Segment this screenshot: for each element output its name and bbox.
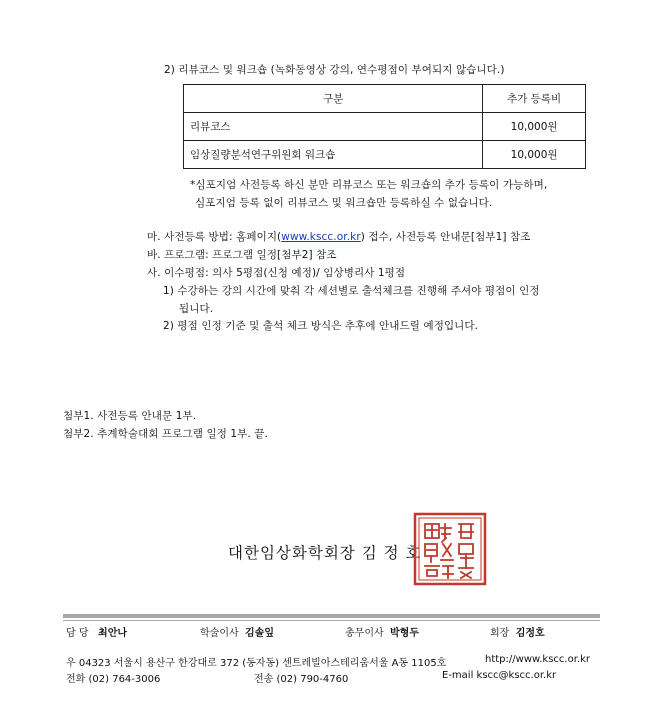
staff-name: 김솔잎 bbox=[245, 628, 274, 639]
item-sa: 사. 이수평점: 의사 5평점(신청 예정)/ 임상병리사 1평점 bbox=[147, 267, 406, 279]
table-cell-name: 리뷰코스 bbox=[184, 113, 483, 141]
staff-contact bbox=[66, 624, 127, 639]
staff-president bbox=[490, 624, 545, 639]
footer-website[interactable]: http://www.kscc.or.kr bbox=[485, 654, 590, 665]
item-sa-sub1-line1: 1) 수강하는 강의 시간에 맞춰 각 세션별로 출석체크를 진행해 주셔야 평점이 인정 bbox=[163, 285, 540, 297]
official-seal-icon bbox=[413, 512, 487, 586]
staff-name: 김정호 bbox=[515, 628, 545, 639]
table-header-cell: 구분 bbox=[184, 85, 483, 113]
staff-role: 학술이사 bbox=[200, 628, 239, 639]
table-row bbox=[184, 113, 586, 141]
footer-address: 우 04323 서울시 용산구 한강대로 372 (동자동) 센트레빌아스테리움서울 A동 1105호 bbox=[66, 658, 447, 669]
review-note-line2: 심포지엄 등록 없이 리뷰코스 및 워크숍만 등록하실 수 없습니다. bbox=[195, 197, 493, 209]
footer-divider-thin bbox=[63, 620, 600, 621]
footer-divider-thick bbox=[63, 614, 600, 618]
footer-phone: 전화 (02) 764-3006 bbox=[66, 674, 161, 685]
review-note-line1: *심포지엄 사전등록 하신 분만 리뷰코스 또는 워크숍의 추가 등록이 가능하며, bbox=[190, 179, 548, 191]
footer-fax: 전송 (02) 790-4760 bbox=[254, 674, 349, 685]
item-sa-sub1-line2: 됩니다. bbox=[179, 303, 214, 315]
staff-general bbox=[345, 624, 419, 639]
item-ba: 바. 프로그램: 프로그램 일정[첨부2] 참조 bbox=[147, 249, 337, 261]
table-cell-amount: 10,000원 bbox=[483, 113, 586, 141]
table-cell-name: 임상질량분석연구위원회 워크숍 bbox=[184, 141, 483, 169]
review-heading: 2) 리뷰코스 및 워크숍 (녹화동영상 강의, 연수평점이 부여되지 않습니다.) bbox=[164, 64, 505, 76]
staff-role: 회장 bbox=[490, 628, 510, 639]
item-sa-sub2: 2) 평점 인정 기준 및 출석 체크 방식은 추후에 안내드릴 예정입니다. bbox=[163, 320, 479, 332]
table-cell-amount: 10,000원 bbox=[483, 141, 586, 169]
staff-name: 최안나 bbox=[98, 628, 128, 639]
table-header-cell: 추가 등록비 bbox=[483, 85, 586, 113]
attachment-2: 첨부2. 추계학술대회 프로그램 일정 1부. 끝. bbox=[63, 428, 268, 440]
table-row bbox=[184, 141, 586, 169]
staff-academic bbox=[200, 624, 274, 639]
homepage-link[interactable]: www.kscc.or.kr bbox=[281, 231, 361, 243]
item-ma-suffix: ) 접수, 사전등록 안내문[첨부1] 참조 bbox=[360, 231, 531, 243]
staff-role: 총무이사 bbox=[345, 628, 384, 639]
item-ma-prefix: 마. 사전등록 방법: 홈페이지( bbox=[147, 231, 282, 243]
attachment-1: 첨부1. 사전등록 안내문 1부. bbox=[63, 410, 197, 422]
table-header-row bbox=[184, 85, 586, 113]
footer-email[interactable]: E-mail kscc@kscc.or.kr bbox=[442, 670, 557, 681]
staff-name: 박형두 bbox=[390, 628, 419, 639]
fee-table bbox=[183, 84, 586, 169]
signature-text: 대한임상화학회장 김 정 호 bbox=[228, 544, 422, 562]
staff-role: 담 당 bbox=[66, 628, 89, 639]
item-ma bbox=[147, 229, 530, 244]
